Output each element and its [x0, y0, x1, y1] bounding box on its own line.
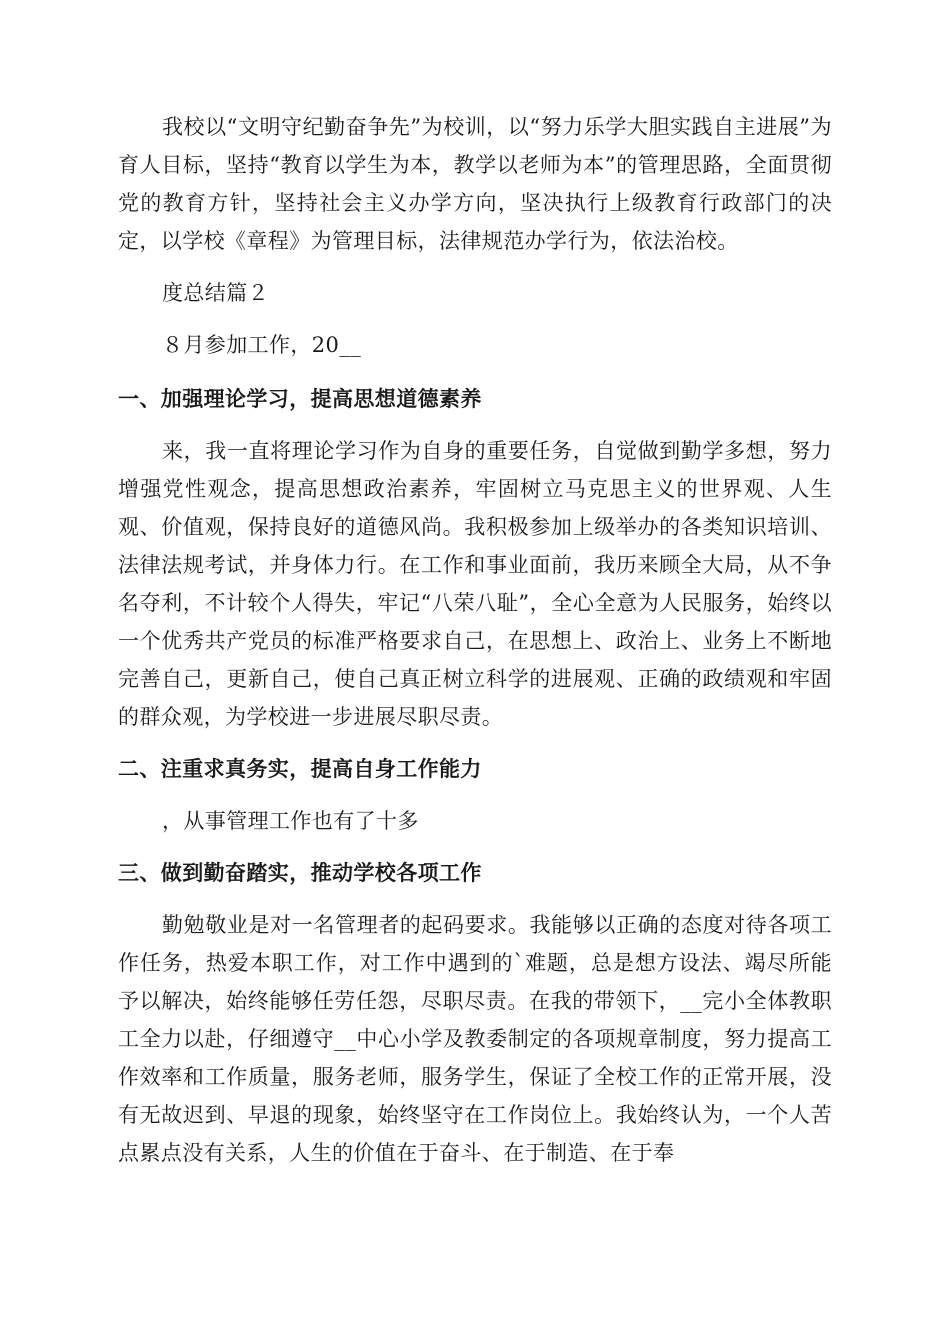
- intro-paragraph: 我校以“文明守纪勤奋争先”为校训，以“努力乐学大胆实践自主进展”为育人目标，坚持“教育以学生为本，教学以老师为本”的管理思路，全面贯彻党的教育方针，坚持社会主义办学方向，坚决执行上级教育行政部门的决定，以学校《章程》为管理目标，法律规范办学行为，依法治校。: [118, 115, 832, 253]
- section-title-line: 度总结篇２: [162, 281, 269, 305]
- heading-theory-study: 一、加强理论学习，提高思想道德素养: [118, 387, 482, 411]
- diligence-paragraph: 勤勉敬业是对一名管理者的起码要求。我能够以正确的态度对待各项工作任务，热爱本职工作，对工作中遇到的`难题，总是想方设法、竭尽所能予以解决，始终能够任劳任怨，尽职尽责。在我的带领下，__完小全体教职工全力以赴，仔细遵守__中心小学及教委制定的各项规章制度，努力提高工作效率和工作质量，服务老师，服务学生，保证了全校工作的正常开展，没有无故迟到、早退的现象，始终坚守在工作岗位上。我始终认为，一个人苦点累点没有关系，人生的价值在于奋斗、在于制造、在于奉: [118, 913, 832, 1165]
- theory-study-paragraph: 来，我一直将理论学习作为自身的重要任务，自觉做到勤学多想，努力增强党性观念，提高思想政治素养，牢固树立马克思主义的世界观、人生观、价值观，保持良好的道德风尚。我积极参加上级举办的各类知识培训、法律法规考试，并身体力行。在工作和事业面前，我历来顾全大局，从不争名夺利，不计较个人得失，牢记“八荣八耻”，全心全意为人民服务，始终以一个优秀共产党员的标准严格要求自己，在思想上、政治上、业务上不断地完善自己，更新自己，使自己真正树立科学的进展观、正确的政绩观和牢固的群众观，为学校进一步进展尽职尽责。: [118, 439, 832, 729]
- heading-work-ability: 二、注重求真务实，提高自身工作能力: [118, 757, 482, 781]
- management-years-line: ，从事管理工作也有了十多: [162, 809, 419, 833]
- work-start-line: ８月参加工作，20__: [162, 333, 362, 357]
- heading-school-work: 三、做到勤奋踏实，推动学校各项工作: [118, 861, 482, 885]
- document-page: [118, 108, 832, 1172]
